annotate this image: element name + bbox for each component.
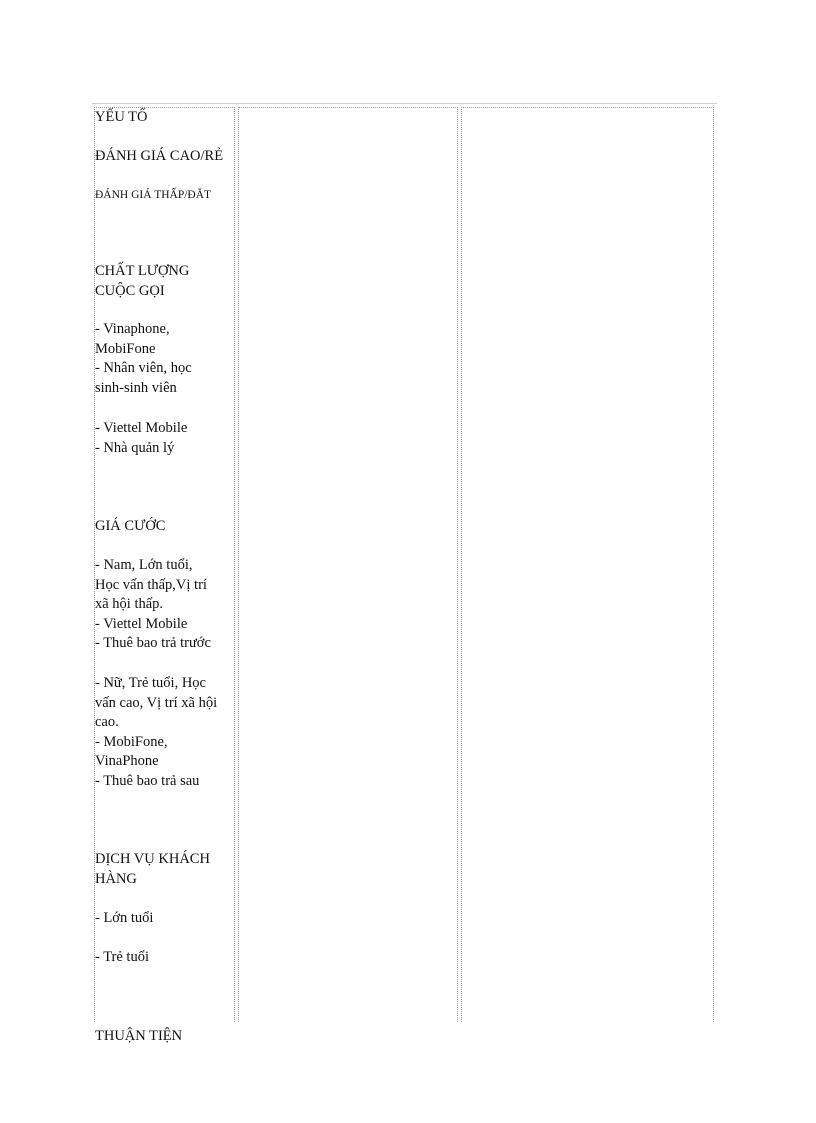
row-customer-service-high: - Lớn tuổi: [95, 910, 154, 926]
row-price-high: - Nam, Lớn tuổi, Học vấn thấp,Vị trí xã hội thấp. - Viettel Mobile - Thuê bao trả trước: [95, 557, 211, 651]
header-high-rating: ĐÁNH GIÁ CAO/RẺ: [95, 148, 224, 164]
table-column-right: [461, 107, 714, 1022]
table-column-middle: [238, 107, 458, 1022]
row-price-low: - Nữ, Trẻ tuổi, Học vấn cao, Vị trí xã hội cao. - MobiFone, VinaPhone - Thuê bao trả sau: [95, 675, 218, 789]
row-convenience-name: THUẬN TIỆN: [95, 1028, 183, 1044]
row-call-quality-high: - Vinaphone, MobiFone - Nhân viên, học sinh-sinh viên: [95, 321, 192, 396]
header-factor: YẾU TỐ: [95, 109, 148, 125]
row-call-quality-name: CHẤT LƯỢNG CUỘC GỌI: [95, 263, 190, 299]
header-low-rating: ĐÁNH GIÁ THẤP/ĐẮT: [95, 189, 212, 201]
row-customer-service-low: - Trẻ tuổi: [95, 949, 149, 965]
top-rule: [92, 103, 717, 104]
row-call-quality-low: - Viettel Mobile - Nhà quản lý: [95, 420, 188, 456]
row-customer-service-name: DỊCH VỤ KHÁCH HÀNG: [95, 851, 210, 887]
row-price-name: GIÁ CƯỚC: [95, 518, 166, 534]
